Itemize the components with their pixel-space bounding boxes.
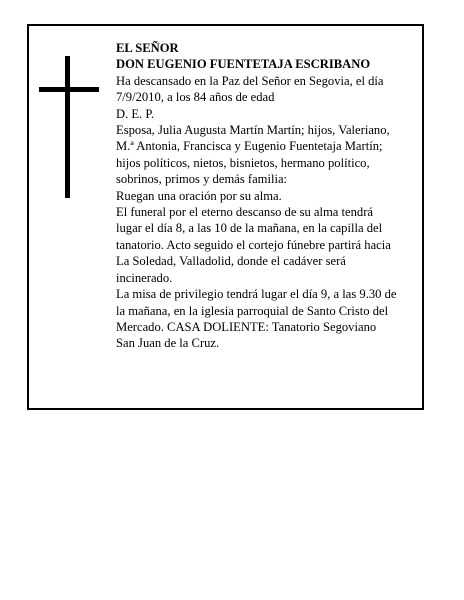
obituary-line-4: Esposa, Julia Augusta Martín Martín; hijos, Valeriano, <box>116 123 390 138</box>
obituary-line-16: Mercado. CASA DOLIENTE: Tanatorio Segoviano <box>116 319 377 334</box>
obituary-text <box>116 40 418 352</box>
obituary-line-9: El funeral por el eterno descanso de su alma tendrá <box>116 205 374 220</box>
obituary-line-10: lugar el día 8, a las 10 de la mañana, en la capilla del <box>116 221 383 236</box>
obituary-line-14: La misa de privilegio tendrá lugar el día 9, a las 9.30 de <box>116 287 397 302</box>
obituary-notice <box>27 24 424 410</box>
obituary-line-15: la mañana, en la iglesia parroquial de Santo Cristo del <box>116 303 389 318</box>
obituary-line-3: D. E. P. <box>116 106 155 121</box>
obituary-line-17: San Juan de la Cruz. <box>116 336 220 351</box>
cross-vertical-bar <box>65 56 70 198</box>
obituary-line-6: hijos políticos, nietos, bisnietos, hermano político, <box>116 155 370 170</box>
obituary-line-8: Ruegan una oración por su alma. <box>116 188 282 203</box>
obituary-line-13: incinerado. <box>116 270 173 285</box>
obituary-title-honorific: EL SEÑOR <box>116 41 179 55</box>
obituary-line-2: 7/9/2010, a los 84 años de edad <box>116 90 275 105</box>
obituary-line-7: sobrinos, primos y demás familia: <box>116 172 288 187</box>
obituary-line-11: tanatorio. Acto seguido el cortejo fúnebre partirá hacia <box>116 237 391 252</box>
cross-icon <box>39 56 99 198</box>
obituary-title-name: DON EUGENIO FUENTETAJA ESCRIBANO <box>116 57 371 72</box>
cross-horizontal-bar <box>39 87 99 92</box>
obituary-line-5: M.ª Antonia, Francisca y Eugenio Fuentetaja Martín; <box>116 139 383 154</box>
obituary-line-12: La Soledad, Valladolid, donde el cadáver será <box>116 254 346 269</box>
obituary-line-1: Ha descansado en la Paz del Señor en Segovia, el día <box>116 73 384 88</box>
